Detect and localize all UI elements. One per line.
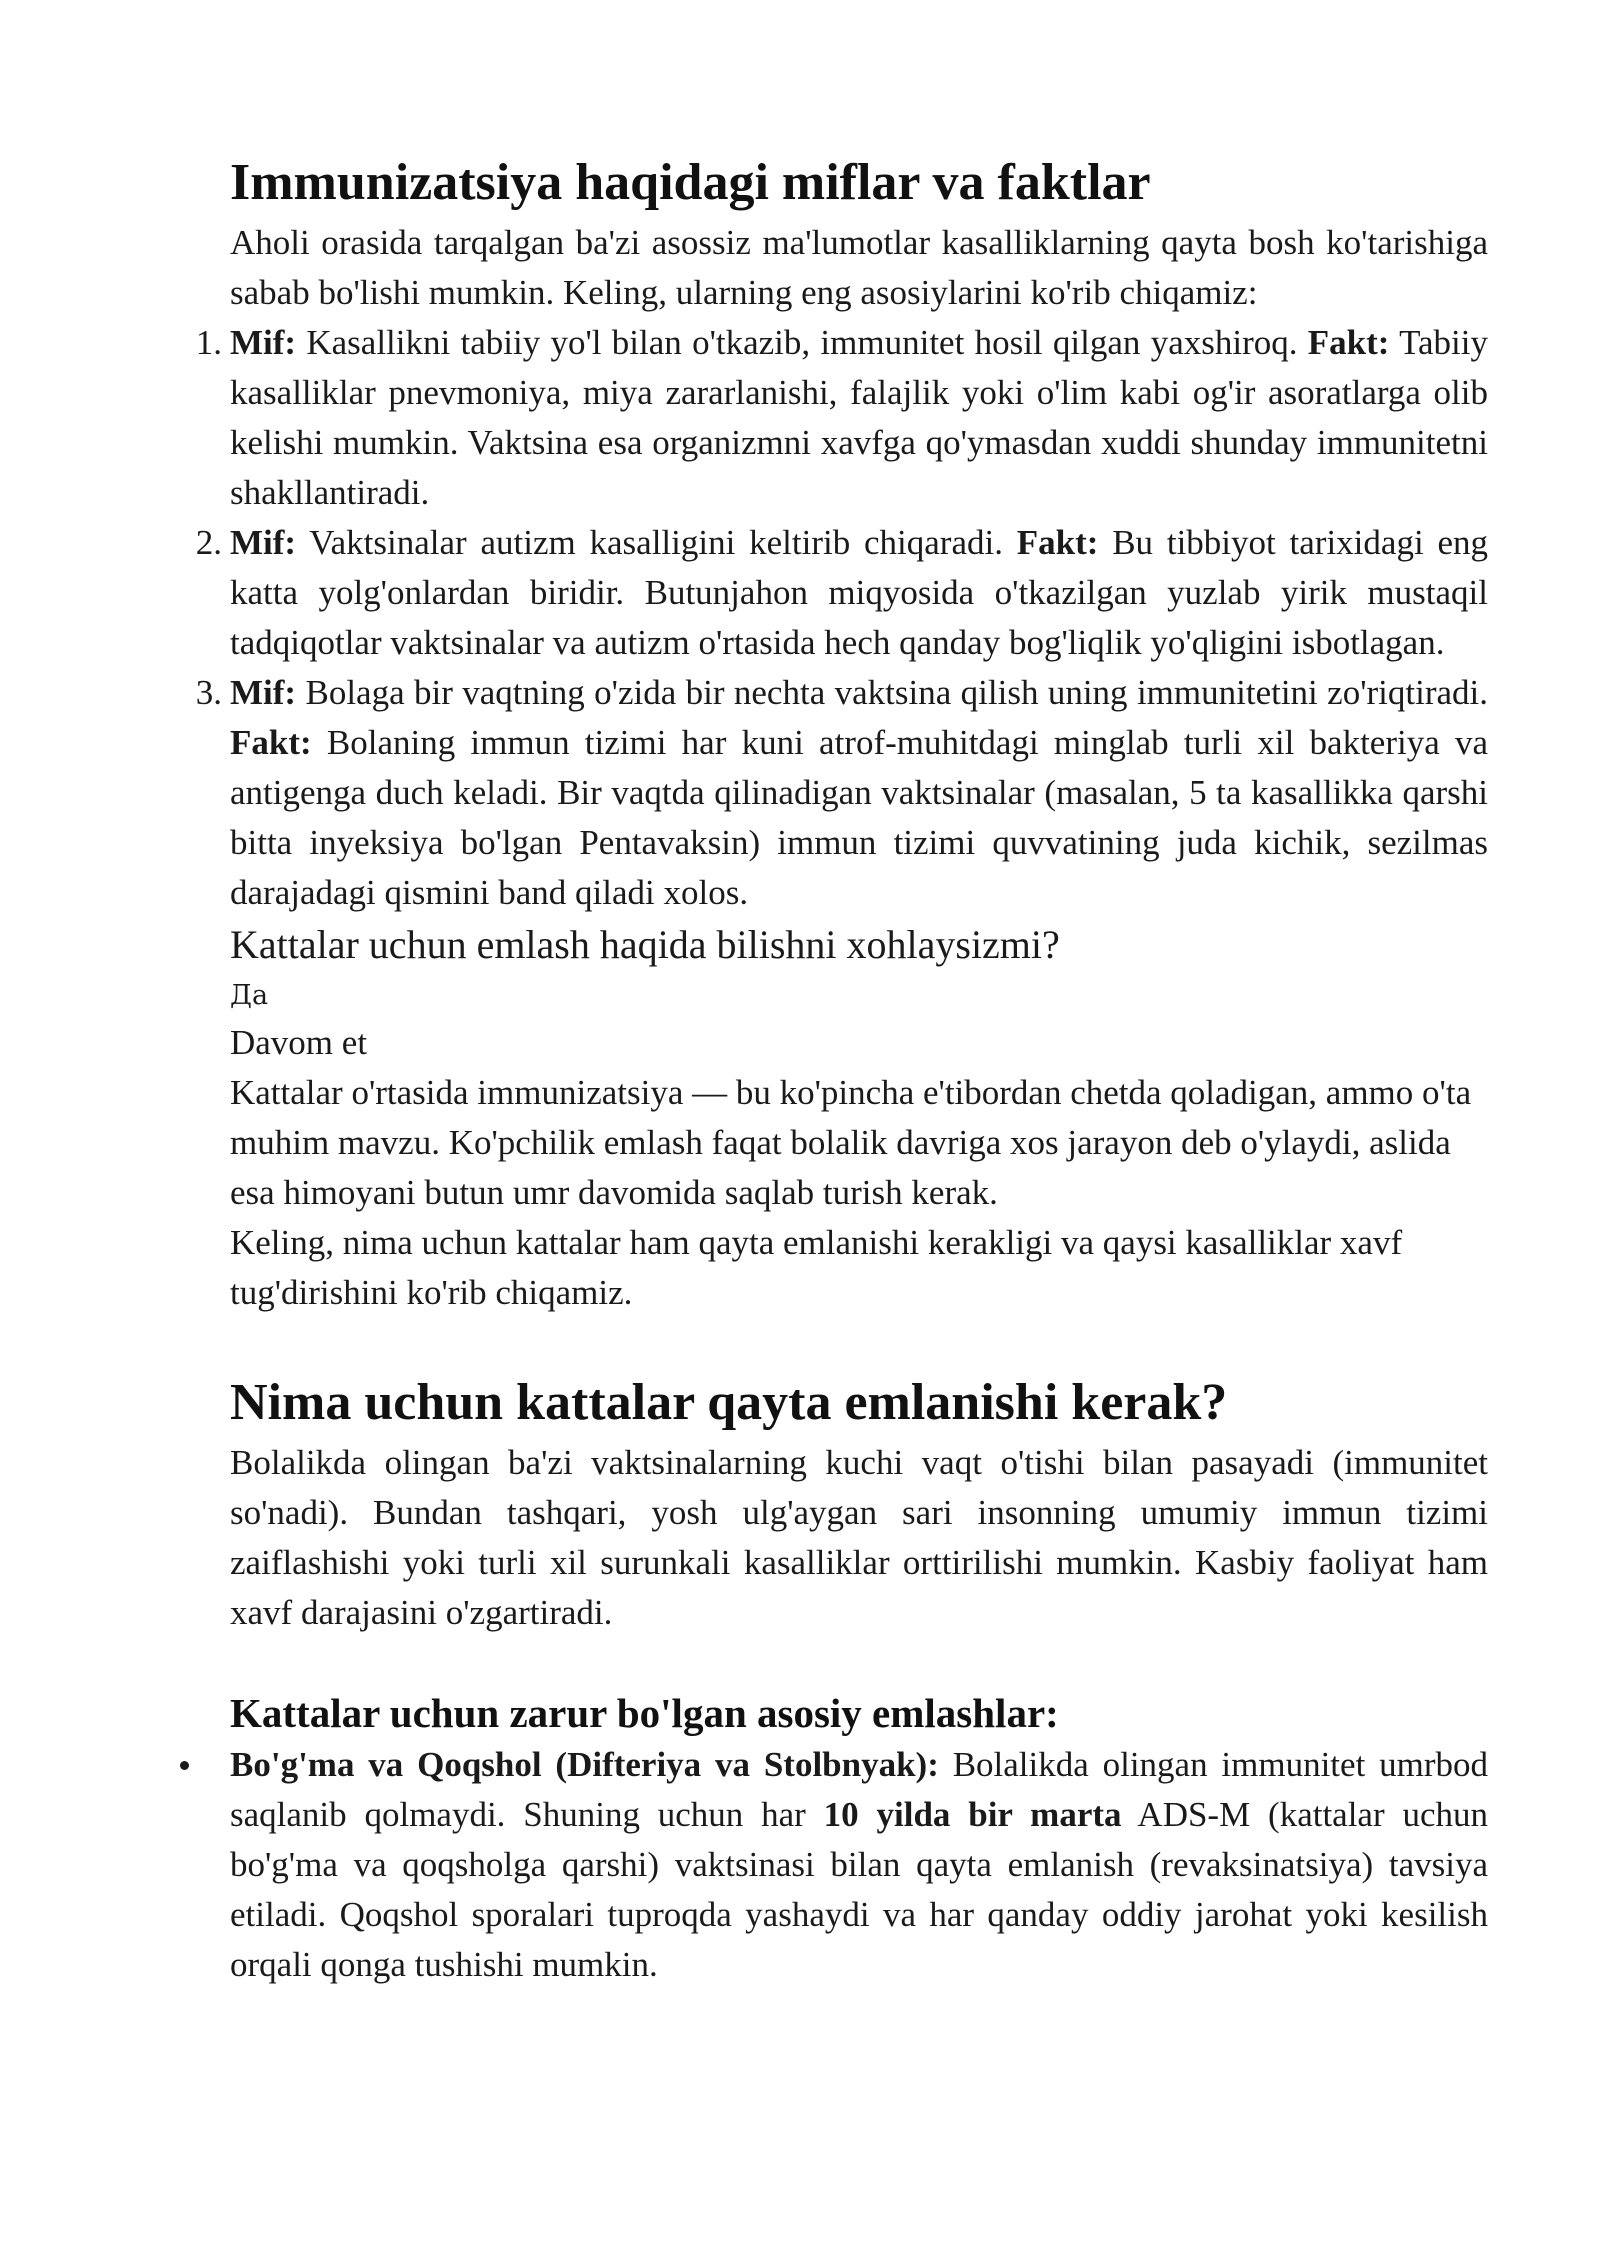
myth-label: Mif: [230,323,297,362]
bullet-icon [180,1761,189,1770]
list-number: 1. [195,323,222,362]
section-title-myths: Immunizatsiya haqidagi miflar va faktlar [230,154,1151,211]
answer-text: Да [230,980,269,1011]
vaccine-item [230,1740,1488,1990]
why-adults-paragraph: Bolalikda olingan ba'zi vaktsinalarning kuchi vaqt o'tishi bilan pasayadi (immunitet so'nadi). Bundan tashqari, yosh ulg'aygan sari insonning umumiy immun tizimi zaiflashishi yoki turli xil surunkali kasalliklar orttirilishi mumkin. Kasbiy faoliyat ham xavf darajasini o'zgartiradi. [230,1443,1488,1632]
fact-label: Fakt: [1016,523,1099,562]
myth-label: Mif: [230,673,297,712]
vaccines-list [230,1740,1488,1990]
fact-label: Fakt: [230,723,312,762]
myth-item [195,318,1488,518]
fact-label: Fakt: [1307,323,1390,362]
adults-intro-paragraph: Kattalar o'rtasida immunizatsiya — bu ko'pincha e'tibordan chetda qoladigan, ammo o'ta muhim mavzu. Ko'pchilik emlash faqat bolalik davriga xos jarayon deb o'ylaydi, aslida esa himoyani butun umr davomida saqlab turish kerak. [230,1073,1472,1212]
myths-list [195,318,1488,918]
myth-item [195,518,1488,668]
myth-item [195,668,1488,918]
list-number: 2. [195,523,222,562]
myths-intro: Aholi orasida tarqalgan ba'zi asossiz ma'lumotlar kasalliklarning qayta bosh ko'tarishiga sabab bo'lishi mumkin. Keling, ularning eng asosiylarini ko'rib chiqamiz: [230,223,1488,312]
continue-text: Davom et [230,1023,368,1062]
fact-text: Bolaning immun tizimi har kuni atrof-muhitdagi minglab turli xil bakteriya va antigenga duch keladi. Bir vaqtda qilinadigan vaktsinalar (masalan, 5 ta kasallikka qarshi bitta inyeksiya bo'lgan Pentavaksin) immun tizimi quvvatining juda kichik, sezilmas darajadagi qismini band qiladi xolos. [230,723,1488,912]
myth-text: Bolaga bir vaqtning o'zida bir nechta vaktsina qilish uning immunitetini zo'riqtiradi. [296,673,1488,712]
adults-intro-paragraph: Keling, nima uchun kattalar ham qayta emlanishi kerakligi va qaysi kasalliklar xavf tug'dirishini ko'rib chiqamiz. [230,1223,1403,1312]
fact-text: Tabiiy kasalliklar pnevmoniya, miya zararlanishi, falajlik yoki o'lim kabi og'ir asoratlarga olib kelishi mumkin. Vaktsina esa organizmni xavfga qo'ymasdan xuddi shunday immunitetni shakllantiradi. [230,323,1488,512]
myth-text: Kasallikni tabiiy yo'l bilan o'tkazib, immunitet hosil qilgan yaxshiroq. [296,323,1308,362]
myth-text: Vaktsinalar autizm kasalligini keltirib chiqaradi. [296,523,1017,562]
vaccine-label: Bo'g'ma va Qoqshol (Difteriya va Stolbnyak): [230,1745,939,1784]
fact-text: Bu tibbiyot tarixidagi eng katta yolg'onlardan biridir. Butunjahon miqyosida o'tkazilgan yuzlab yirik mustaqil tadqiqotlar vaktsinalar va autizm o'rtasida hech qanday bog'liqlik yo'qligini isbotlagan. [230,523,1488,662]
document-page [195,150,1488,1990]
vaccine-text: ADS-M (kattalar uchun bo'g'ma va qoqsholga qarshi) vaktsinasi bilan qayta emlanish (revaksinatsiya) tavsiya etiladi. Qoqshol sporalari tuproqda yashaydi va har qanday oddiy jarohat yoki kesilish orqali qonga tushishi mumkin. [230,1795,1488,1984]
question-text: Kattalar uchun emlash haqida bilishni xohlaysizmi? [230,922,1060,967]
vaccine-text: Bolalikda olingan immunitet umrbod saqlanib qolmaydi. Shuning uchun har [230,1745,1488,1834]
list-number: 3. [195,673,222,712]
myth-label: Mif: [230,523,297,562]
section-title-main-vaccines: Kattalar uchun zarur bo'lgan asosiy emlashlar: [230,1690,1059,1736]
section-title-why-adults: Nima uchun kattalar qayta emlanishi kerak? [230,1374,1228,1431]
vaccine-emphasis: 10 yilda bir marta [823,1795,1122,1834]
